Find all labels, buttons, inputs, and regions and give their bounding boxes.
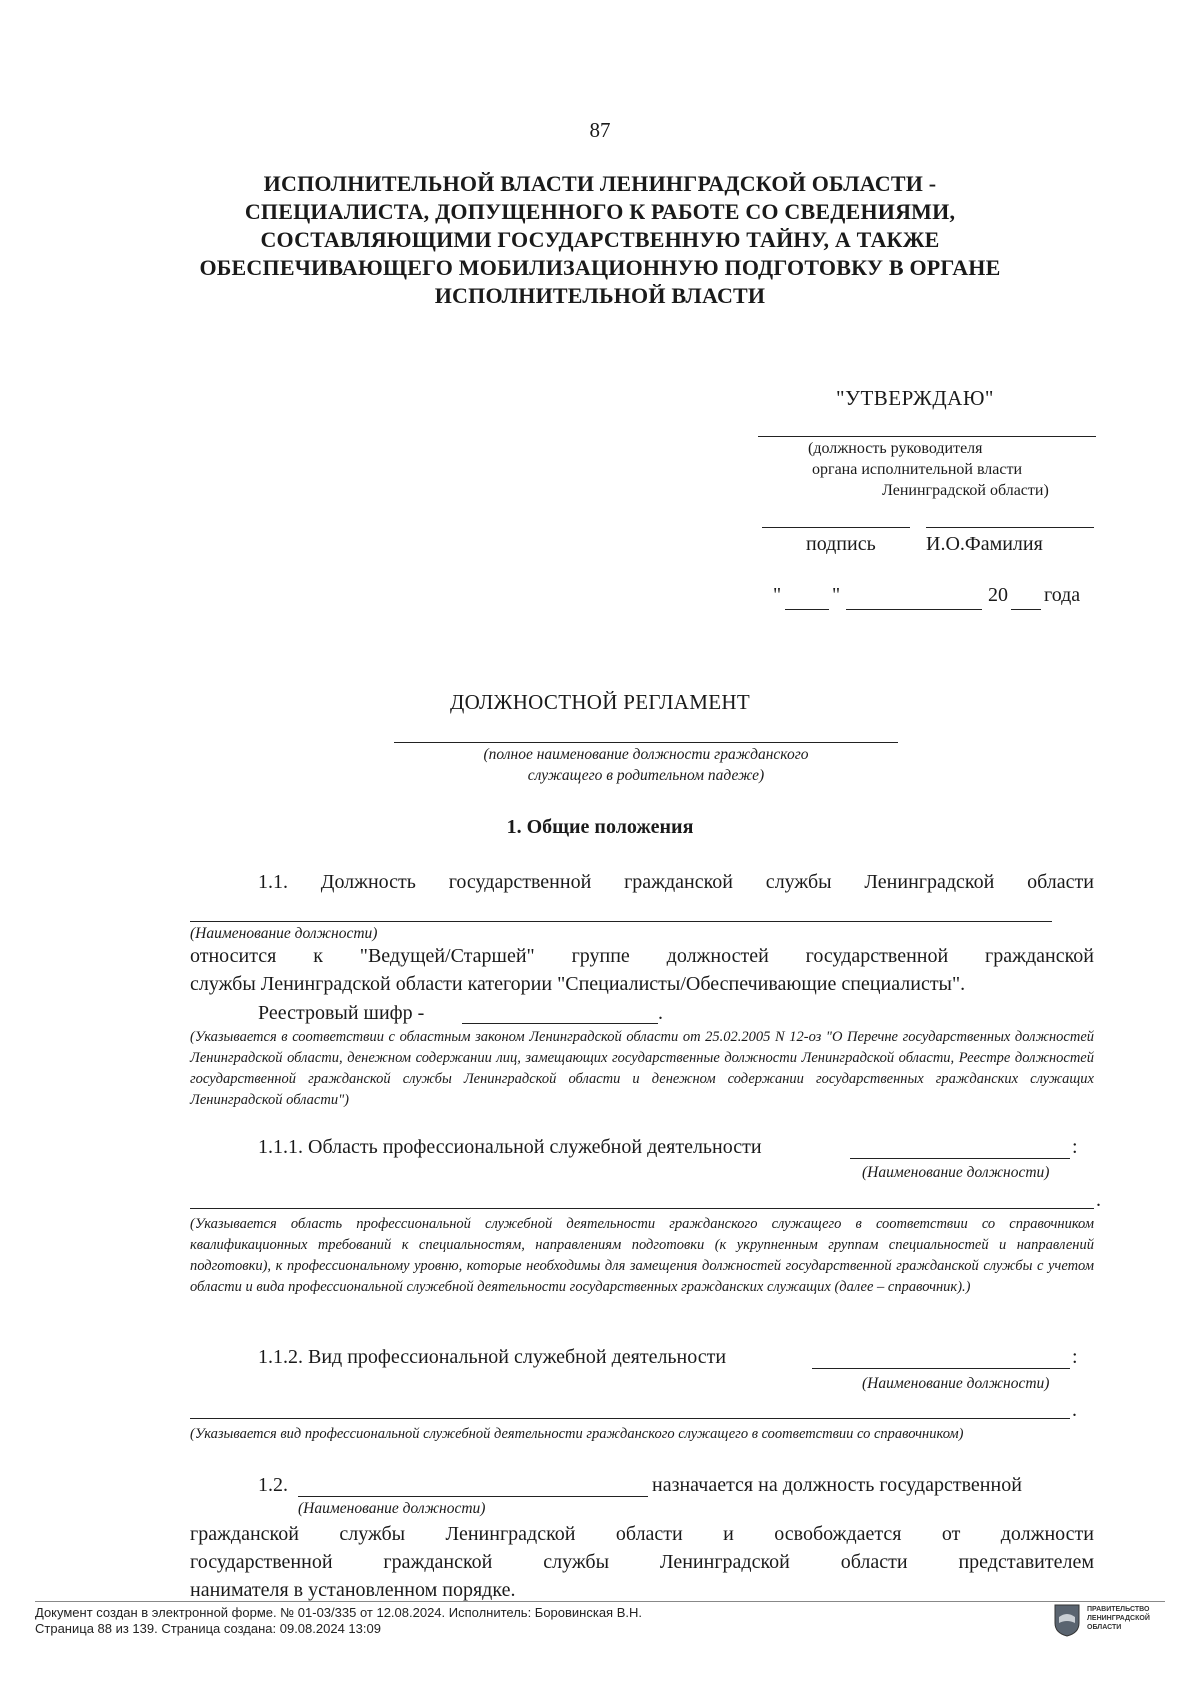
professional-area-line xyxy=(850,1158,1070,1159)
paragraph-1-1-2-lead: 1.1.2. Вид профессиональной служебной деятельности xyxy=(258,1346,727,1368)
footer-info xyxy=(35,1605,642,1637)
field-caption: (Наименование должности) xyxy=(298,1500,486,1517)
caption-line: служащего в родительном падеже) xyxy=(527,767,765,784)
footer-line: Страница 88 из 139. Страница создана: 09.08.2024 13:09 xyxy=(35,1621,381,1636)
caption-line: (должность руководителя xyxy=(808,440,983,457)
logo-line: ОБЛАСТИ xyxy=(1087,1624,1122,1631)
paragraph-text-line: гражданской службы Ленинградской области и освобождается от должности xyxy=(190,1523,1094,1545)
date-open-quote: " xyxy=(773,584,782,606)
government-logo xyxy=(1053,1603,1163,1643)
paragraph-1-1-lead: 1.1. Должность государственной гражданской службы Ленинградской области xyxy=(258,871,1094,893)
date-day-line xyxy=(785,609,829,610)
logo-line: ПРАВИТЕЛЬСТВО xyxy=(1087,1606,1150,1613)
end-dot: . xyxy=(1096,1189,1101,1211)
date-year-suffix: года xyxy=(1044,584,1081,606)
date-year-prefix: 20 xyxy=(988,584,1008,606)
end-dot: . xyxy=(1072,1399,1077,1421)
approver-position-line xyxy=(758,436,1096,437)
position-name-line xyxy=(190,921,1052,922)
heading-line: ОБЕСПЕЧИВАЮЩЕГО МОБИЛИЗАЦИОННУЮ ПОДГОТОВКУ В ОРГАНЕ xyxy=(199,255,1001,280)
page-number: 87 xyxy=(589,118,611,142)
section-heading: 1. Общие положения xyxy=(506,816,694,838)
footer-line: Документ создан в электронной форме. № 01-03/335 от 12.08.2024. Исполнитель: Боровинская В.Н. xyxy=(35,1605,642,1620)
colon: : xyxy=(1072,1136,1078,1158)
professional-type-line xyxy=(812,1368,1070,1369)
name-line xyxy=(926,527,1094,528)
document-heading xyxy=(190,170,1010,310)
paragraph-text-line: государственной гражданской службы Ленинградской области представителем xyxy=(190,1551,1094,1573)
position-name-line xyxy=(298,1496,648,1497)
position-name-line xyxy=(394,742,898,743)
paragraph-text-line: нанимателя в установленном порядке. xyxy=(190,1579,516,1601)
paragraph-1-2-tail: назначается на должность государственной xyxy=(652,1474,1022,1496)
date-month-line xyxy=(846,609,982,610)
registry-code-line xyxy=(462,1023,658,1024)
registry-code-label: Реестровый шифр - xyxy=(258,1002,425,1024)
registry-code-end: . xyxy=(658,1002,663,1024)
heading-line: СПЕЦИАЛИСТА, ДОПУЩЕННОГО К РАБОТЕ СО СВЕДЕНИЯМИ, xyxy=(244,199,956,224)
name-label: И.О.Фамилия xyxy=(926,533,1043,555)
date-close-quote: " xyxy=(832,584,841,606)
caption-line: органа исполнительной власти xyxy=(812,461,1023,478)
logo-caption xyxy=(1087,1605,1150,1632)
field-caption: (Наименование должности) xyxy=(190,925,378,942)
paragraph-text-line: относится к "Ведущей/Старшей" группе должностей государственной гражданской xyxy=(190,945,1094,967)
field-caption: (Наименование должности) xyxy=(862,1375,1050,1392)
paragraph-note: (Указывается область профессиональной служебной деятельности гражданского служащего в соответствии со справочником квалификационных требований к специальностям, направлениям подготовки (к укрупненным группам специальностей и направлений подготовки), к профессиональному уровню, которые необходимы для замещения должностей государственной гражданской службы с учетом области и вида профессиональной служебной деятельности государственных гражданских служащих (далее – справочник).) xyxy=(190,1216,1094,1295)
coat-of-arms-icon xyxy=(1053,1603,1081,1637)
colon: : xyxy=(1072,1346,1078,1368)
field-caption: (Наименование должности) xyxy=(862,1164,1050,1181)
paragraph-1-1-1-lead: 1.1.1. Область профессиональной служебной деятельности xyxy=(258,1136,762,1158)
heading-line: ИСПОЛНИТЕЛЬНОЙ ВЛАСТИ xyxy=(434,283,766,308)
paragraph-text-line: службы Ленинградской области категории "Специалисты/Обеспечивающие специалисты". xyxy=(190,973,966,995)
date-year-line xyxy=(1011,609,1041,610)
signature-label: подпись xyxy=(806,533,876,555)
signature-line xyxy=(762,527,910,528)
heading-line: СОСТАВЛЯЮЩИМИ ГОСУДАРСТВЕННУЮ ТАЙНУ, А ТАКЖЕ xyxy=(260,227,940,252)
paragraph-1-2-number: 1.2. xyxy=(258,1474,288,1496)
professional-area-line xyxy=(190,1208,1094,1209)
caption-line: Ленинградской области) xyxy=(882,482,1049,499)
approval-heading: "УТВЕРЖДАЮ" xyxy=(836,386,995,410)
logo-line: ЛЕНИНГРАДСКОЙ xyxy=(1087,1615,1150,1622)
position-name-caption xyxy=(394,744,898,786)
regulation-title: ДОЛЖНОСТНОЙ РЕГЛАМЕНТ xyxy=(450,690,750,714)
heading-line: ИСПОЛНИТЕЛЬНОЙ ВЛАСТИ ЛЕНИНГРАДСКОЙ ОБЛАСТИ - xyxy=(263,171,937,196)
footer-divider xyxy=(35,1601,1165,1602)
approval-caption xyxy=(800,438,1049,501)
caption-line: (полное наименование должности гражданского xyxy=(483,746,809,763)
paragraph-note: (Указывается в соответствии с областным законом Ленинградской области от 25.02.2005 N 12-оз "О Перечне государственных должностей Ленинградской области, денежном содержании лиц, замещающих государственные должности Ленинградской области, Реестре должностей государственной гражданской службы Ленинградской области и денежном содержании государственных гражданских служащих Ленинградской области") xyxy=(190,1029,1095,1108)
professional-type-line xyxy=(190,1418,1070,1419)
paragraph-note: (Указывается вид профессиональной служебной деятельности гражданского служащего в соответствии со справочником) xyxy=(190,1426,964,1442)
